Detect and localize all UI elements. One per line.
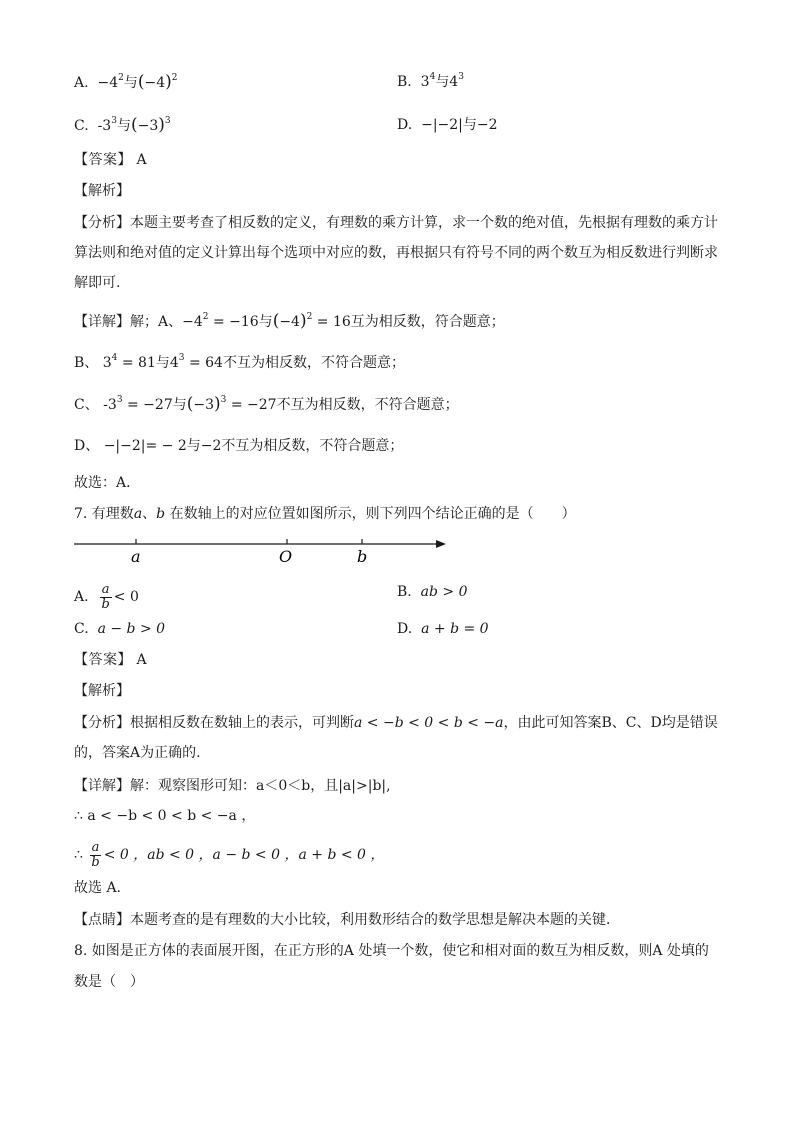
q7-option-b-expr: ab > 0 [420,584,468,600]
axis-label-a: a [131,547,141,566]
axis-label-o: O [279,547,293,566]
q7-dianjing [74,910,620,930]
stem-text: 在数轴上的对应位置如图所示，则下列四个结论正确的是（ ） [165,506,576,522]
q6-choose: 故选：A． [74,475,141,491]
q6-detail-d-expr: −|−2|= − 2与−2 [103,438,222,454]
q6-option-d [397,115,498,135]
axis-arrow [436,540,446,548]
option-label: B. [397,74,412,90]
option-label: C. [74,118,89,134]
q7-therefore-1: ∴ a < −b < 0 < b < −a ， [74,808,256,824]
therefore-tail: < 0 ，ab < 0 ，a − b < 0 ，a + b < 0 ， [103,847,385,863]
q6-detail-b [74,353,405,373]
detail-prefix: C、 [74,397,99,413]
answer-tag: 【答案】 [74,152,132,168]
q6-fenxi-line2: 算法则和绝对值的定义计算出每个选项中对应的数，再根据只有符号不同的两个数互为相反数进行判断求 [74,245,718,261]
q7-therefore-2: ∴ $\frac{a}{b}$ < 0 ，ab < 0 ，a − b < 0 ，a + b < 0 ， [74,839,385,870]
q6-option-a [74,72,178,93]
q7-option-d [397,619,489,639]
q7-option-d-expr: a + b = 0 [421,621,489,637]
fenxi-tag: 【分析】 [74,715,130,731]
stem-text: 7. 有理数 [74,506,134,522]
q7-detail [74,776,391,796]
option-label: C. [74,621,89,637]
axis-label-b: b [357,547,368,566]
detail-prefix: D、 [74,438,100,454]
q6-fenxi-line1 [74,213,718,233]
detail-tail: 不互为相反数，不符合题意； [221,438,404,454]
option-label: B. [397,584,412,600]
q6-analysis-heading: 【解析】 [74,183,130,199]
fenxi-inequality: a < −b < 0 < b < −a [354,715,504,731]
option-label: A. [74,589,89,605]
q8-stem-line1: 8. 如图是正方体的表面展开图，在正方形的A 处填一个数，使它和相对面的数互为相反数，则A 处填的 [74,943,709,959]
fenxi-tag: 【分析】 [74,215,130,231]
q6-option-a-expr: $-4^2$与$(-4)^2$ [97,72,178,92]
fenxi-text: ，由此可知答案B、C、D均是错误 [503,715,718,731]
answer-value: A [136,652,147,668]
answer-value: A [136,152,147,168]
fenxi-text: 根据相反数在数轴上的表示，可判断 [130,715,354,731]
detail-tail: 不互为相反数，不符合题意； [276,397,459,413]
xiangjie-tag: 【详解】 [74,778,130,794]
q6-detail-a-expr: $-4^2 = -16$与$(-4)^2 = 16$ [182,311,351,331]
var-a: a [133,506,143,522]
q6-detail-b-expr: $3^4 = 81$与$4^3 = 64$ [102,353,223,371]
number-line-figure [70,532,450,568]
detail-tail: 不互为相反数，不符合题意； [222,355,405,371]
detail-prefix: B、 [74,355,99,371]
q6-detail-c [74,394,459,415]
q6-option-b [397,72,464,92]
q8-stem-line2: 数是（ ） [74,974,144,990]
q7-option-c [74,619,165,639]
q6-option-b-expr: $3^4$与$4^3$ [420,72,464,90]
detail-tail: 互为相反数，符合题意； [350,314,505,330]
q7-option-b [397,582,468,602]
q6-detail-c-expr: $-3^3 = -27$与$(-3)^3 = -27$ [103,394,277,414]
answer-tag: 【答案】 [74,652,132,668]
q6-answer [74,150,147,170]
option-label: A. [74,75,89,91]
q7-choose: 故选 A. [74,880,122,896]
q6-option-d-expr: −|−2|与−2 [421,117,498,133]
q6-option-c [74,115,171,136]
q6-option-c-expr: $-3^3$与$(-3)^3$ [97,115,171,135]
option-label: D. [397,621,413,637]
xiangjie-text: 解：观察图形可知：a＜0＜b，且|a|>|b|, [130,778,391,794]
q7-fenxi-line1 [74,713,718,733]
q6-detail-a [74,311,505,332]
var-b: b [156,506,166,522]
detail-prefix: 解；A、 [130,314,183,330]
q7-option-a [74,580,139,614]
fenxi-text: 本题主要考查了相反数的定义，有理数的乘方计算，求一个数的绝对值，先根据有理数的乘方计 [130,215,718,231]
q6-fenxi-line3: 解即可. [74,275,121,291]
q7-analysis-heading: 【解析】 [74,683,130,699]
q7-option-a-expr: $\frac{a}{b}$ < 0 [101,581,139,612]
q6-detail-d [74,436,403,456]
xiangjie-tag: 【详解】 [74,314,130,330]
option-label: D. [397,117,413,133]
q7-fenxi-line2: 的，答案A为正确的. [74,745,201,761]
q7-answer [74,650,147,670]
therefore-symbol: ∴ [74,847,83,863]
q7-stem [74,504,576,524]
q7-option-c-expr: a − b > 0 [97,621,166,637]
dianjing-tag: 【点睛】 [74,912,130,928]
dianjing-text: 本题考查的是有理数的大小比较，利用数形结合的数学思想是解决本题的关键． [130,912,620,928]
stem-sep: 、 [142,506,157,522]
